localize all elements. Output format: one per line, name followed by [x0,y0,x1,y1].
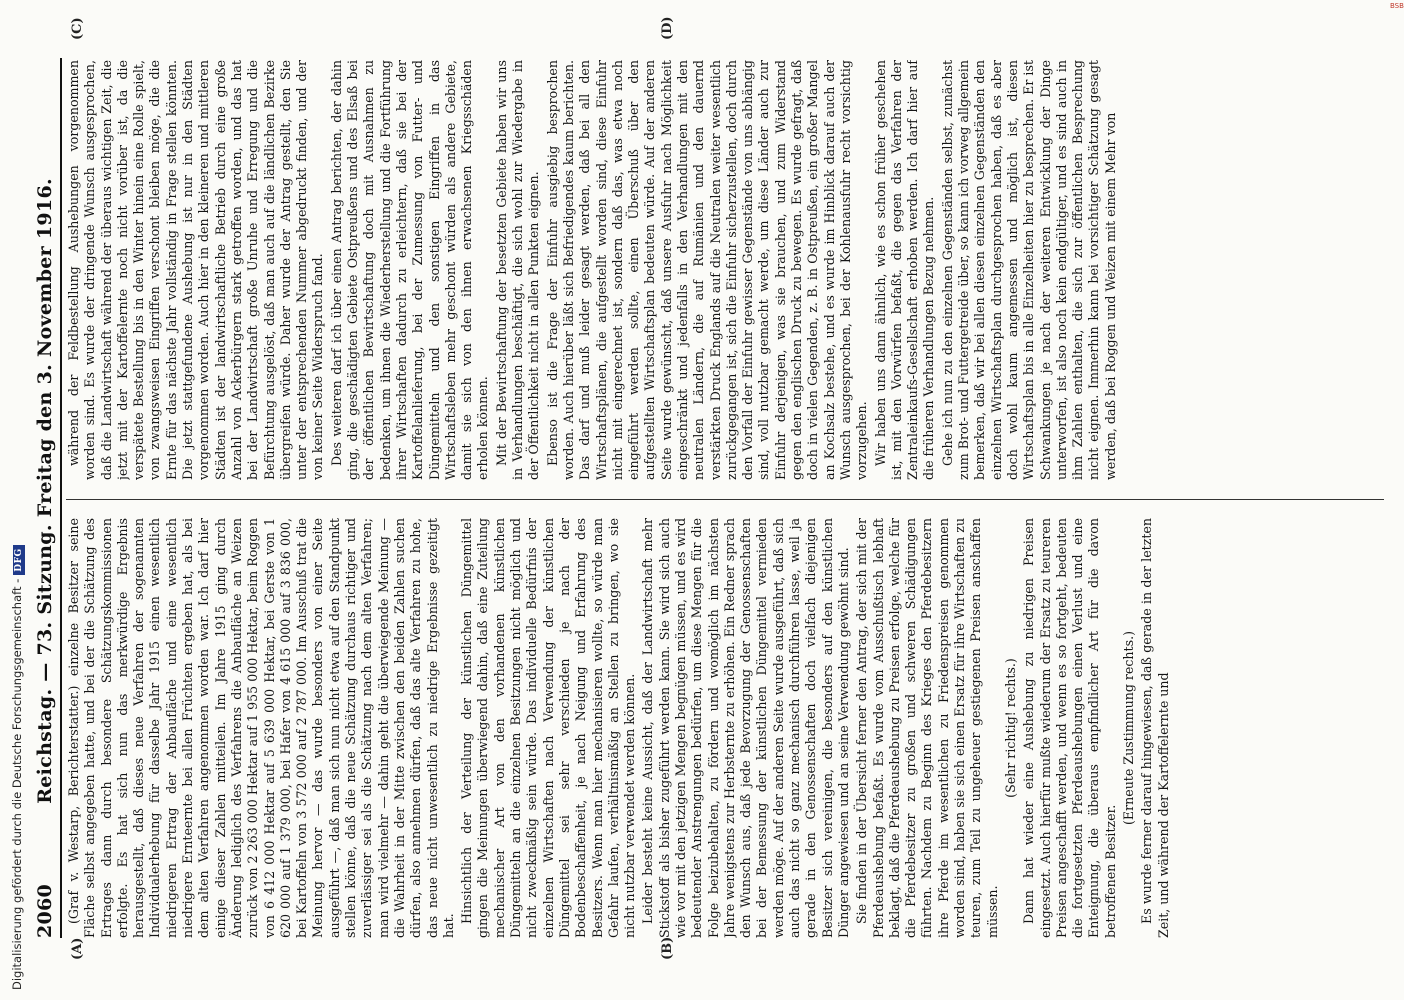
page-title: Reichstag. — 73. Sitzung. Freitag den 3. November 1916. [34,178,56,804]
right-paragraph-3: Mit der Bewirtschaftung der besetzten Gebiete haben wir uns in Verhandlungen beschäftigt, die sich wohl zur Wiedergabe in der Öffentlichkeit nicht in allen Punkten eignen. [493,60,542,480]
margin-letter-b: (B) [660,936,675,960]
right-paragraph-4: Ebenso ist die Frage der Einfuhr ausgiebig besprochen worden. Auch hierüber läßt sich Befriedigendes kaum berichten. Das darf und muß leider gesagt werden, daß bei all den Wirtschaftsplänen, die aufgestellt worden sind, diese Einfuhr nicht mit eingerechnet ist, sondern daß das, was etwa noch eingeführt werden sollte, einen Überschuß über den aufgestellten Wirtschaftsplan bedeuten würde. Auf der anderen Seite wurde gewünscht, daß unsere Ausfuhr nach Möglichkeit eingeschränkt und jedenfalls in den Verhandlungen mit den neutralen Ländern, die auf Rumänien und den dauernd verstärkten Druck Englands auf die Neutralen weiter wesentlich zurückgegangen ist, sich die Einfuhr sicherzustellen, doch durch den Vorfall der Einfuhr gewisser Gegenstände von uns abhängig sind, voll nutzbar gemacht werde, um diese Länder auch zur Einfuhr derjenigen, was sie brauchen, und zum Widerstand gegen den englischen Druck zu bewegen. Es wurde gefragt, daß doch in vielen Gegenden, z. B. in Ostpreußen, ein großer Mangel an Kochsalz bestehe, und es wurde im Hinblick darauf auch der Wunsch ausgesprochen, bei der Kohlenausfuhr recht vorsichtig vorzugehen. [544,60,870,480]
dfg-logo: DFG [13,545,25,574]
left-paragraph-1: (Graf v. Westarp, Berichterstatter.) einzelne Besitzer seine Fläche selbst angegeben hatte, und bei der die Schätzung des Ertrages dann durch besondere Schätzungskommissionen erfolgte. Es hat sich nun das merkwürdige Ergebnis herausgestellt, daß dieses neue Verfahren der sogenannten Individualerhebung für dasselbe Jahr 1915 einen wesentlich niedrigeren Ertrag der Anbaufläche und eine wesentlich niedrigere Ernteernte bei allen Früchten ergeben hat, als bei dem alten Verfahren angenommen worden war. Ich darf hier einige dieser Zahlen mitteilen. Im Jahre 1915 ging durch Änderung lediglich des Verfahrens die Anbaufläche an Weizen zurück von 2 263 000 Hektar auf 1 955 000 Hektar, beim Roggen von 6 412 000 Hektar auf 5 639 000 Hektar, bei Gerste von 1 620 000 auf 1 379 000, bei Hafer von 4 615 000 auf 3 836 000, bei Kartoffeln von 3 572 000 auf 2 787 000. Im Ausschuß trat die Meinung hervor — das wurde besonders von einer Seite ausgeführt —, daß man sich nun nicht etwa auf den Standpunkt stellen könne, daß die neue Schätzung durchaus richtiger und zuverlässiger sei als die Schätzung nach dem alten Verfahren; man wird vielmehr — dahin geht die überwiegende Meinung — die Wahrheit in der Mitte zwischen den beiden Zahlen suchen dürfen, also annehmen dürfen, daß das alte Verfahren zu hohe, das neue nicht unwesentlich zu niedrige Ergebnisse gezeitigt hat. [66,518,456,938]
right-column [66,60,1384,480]
margin-letter-a: (A) [70,937,85,960]
right-paragraph-5: Wir haben uns dann ähnlich, wie es schon früher geschehen ist, mit den Vorwürfen befaßt, die gegen das Verfahren der Zentraleinkaufs-Gesellschaft erhoben werden. Ich darf hier auf die früheren Verhandlungen Bezug nehmen. [872,60,937,480]
right-paragraph-6: Gehe ich nun zu den einzelnen Gegenständen selbst, zunächst zum Brot- und Futtergetreide über, so kann ich vorweg allgemein bemerken, daß wir bei allen diesen einzelnen Gegenständen den einzelnen Wirtschaftsplan durchgesprochen haben, daß es aber doch wohl kaum angemessen und möglich ist, diesen Wirtschaftsplan bis in alle Einzelheiten hier zu besprechen. Er ist Schwankungen je nach der weiteren Entwicklung der Dinge unterworfen, ist also noch kein endgültiger, und es sind auch in ihm Zahlen enthalten, die sich zur öffentlichen Besprechung nicht eignen. Immerhin kann bei vorsichtiger Schätzung gesagt werden, daß bei Roggen und Weizen mit einem Mehr von [939,60,1118,480]
digitization-note [6,545,25,990]
page-number: 2060 [34,883,56,938]
right-paragraph-2: Des weiteren darf ich über einen Antrag berichten, der dahin ging, die geschädigten Gebiete Ostpreußens und des Elsaß bei der öffentlichen Bewirtschaftung doch mit Ausnahmen zu bedenken, um ihnen die Wiederherstellung und die Fortführung ihrer Wirtschaften dadurch zu erleichtern, daß sie bei der Kartoffelanlieferung, bei der Zumessung von Futter- und Düngemitteln und den sonstigen Eingriffen in das Wirtschaftsleben mehr geschont würden als andere Gebiete, damit sie sich von den ihnen erwachsenen Kriegsschäden erholen können. [328,60,491,480]
left-interjection-2: (Erneute Zustimmung rechts.) [1121,631,1136,825]
left-paragraph-5: Dann hat wieder eine Aushebung zu niedrigen Preisen eingesetzt. Auch hierfür mußte wiederum der Ersatz zu teureren Preisen angeschafft werden, und wenn es so fortgeht, bedeuten die fortgesetzten Pferdeaushebungen einen Verlust und eine Enteignung, die überaus empfindlicher Art für die davon betroffenen Besitzer. [1021,518,1118,938]
column-divider [66,499,1384,500]
left-paragraph-6: Es wurde ferner darauf hingewiesen, daß gerade in der letzten Zeit, und während der Kartoffelernte und [1139,518,1171,938]
left-paragraph-3: Leider besteht keine Aussicht, daß der Landwirtschaft mehr Stickstoff als bisher zugeführt werden kann. Sie wird sich auch wie vor mit den jetzigen Mengen begnügen müssen, und es wird bedeutender Anstrengungen bedürfen, um diese Mengen für die Folge beizubehalten, zu fördern und womöglich im nächsten Jahre wenigstens zur Herbsternte zu erhöhen. Ein Redner sprach den Wunsch aus, daß jede Bevorzugung der Genossenschaften bei der Bemessung der künstlichen Düngemittel vermieden werden möge. Auf der anderen Seite wurde ausgeführt, daß sich auch das nicht so ganz mechanisch durchführen lasse, weil ja gerade in den Genossenschaften doch vielfach diejenigen Besitzer sich vereinigen, die besonders auf den künstlichen Dünger angewiesen und an seine Verwendung gewöhnt sind. [640,518,851,938]
left-interjection-1: (Sehr richtig! rechts.) [1002,658,1018,798]
margin-letter-c: (C) [70,17,85,40]
left-paragraph-4: Sie finden in der Übersicht ferner den Antrag, der sich mit der Pferdeaushebung befaßt. Es wurde vom Ausschußtisch lebhaft beklagt, daß die Pferdeaushebung zu Preisen erfolge, welche für die Pferdebesitzer zu großen und schweren Schädigungen führten. Nachdem zu Beginn des Krieges den Pferdebesitzern ihre Pferde im wesentlichen zu Friedenspreisen genommen worden sind, haben sie sich einen Ersatz für ihre Wirtschaften zu teuren, zum Teil zu ungeheuer gestiegenen Preisen anschaffen müssen. [854,518,1000,938]
left-column [66,518,1384,938]
left-paragraph-2: Hinsichtlich der Verteilung der künstlichen Düngemittel gingen die Meinungen überwiegend dahin, daß eine Zuteilung mechanischer Art von den vorhandenen künstlichen Düngemitteln an die einzelnen Besitzungen nicht möglich und nicht zweckmäßig sein würde. Das individuelle Bedürfnis der einzelnen Wirtschaften nach Verwendung der künstlichen Düngemittel sei sehr verschieden je nach der Bodenbeschaffenheit, je nach Neigung und Erfahrung des Besitzers. Wenn man hier mechanisieren wollte, so würde man Gefahr laufen, verhältnismäßig an Stellen zu bringen, wo sie nicht nutzbar verwendet werden können. [459,518,638,938]
library-mark: BSB [1390,2,1404,10]
digitization-text: Digitalisierung gefördert durch die Deutsche Forschungsgemeinschaft - [10,578,24,990]
margin-letter-d: (D) [660,16,675,40]
right-paragraph-1: während der Feldbestellung Aushebungen vorgenommen worden sind. Es wurde der dringende Wunsch ausgesprochen, daß die Landwirtschaft während der überaus wichtigen Zeit, die jetzt mit der Kartoffelernte noch nicht vorüber ist, da die verspätete Bestellung bis in den Winter hinein eine Rolle spielt, von zwangsweisen Eingriffen verschont bleiben möge, die die Ernte für das nächste Jahr vollständig in Frage stellen könnten. Die jetzt stattgefundene Aushebung ist nur in den Städten vorgenommen worden. Auch hier in den kleineren und mittleren Städten ist der landwirtschaftliche Betrieb durch eine große Anzahl von Ackerbürgern stark getroffen worden, und das hat bei der Landwirtschaft große Unruhe und Erregung und die Befürchtung ausgelöst, daß man auch auf die ländlichen Bezirke übergreifen würde. Daher wurde der Antrag gestellt, den Sie unter der entsprechenden Nummer abgedruckt finden, und der von keiner Seite Widerspruch fand. [66,60,326,480]
